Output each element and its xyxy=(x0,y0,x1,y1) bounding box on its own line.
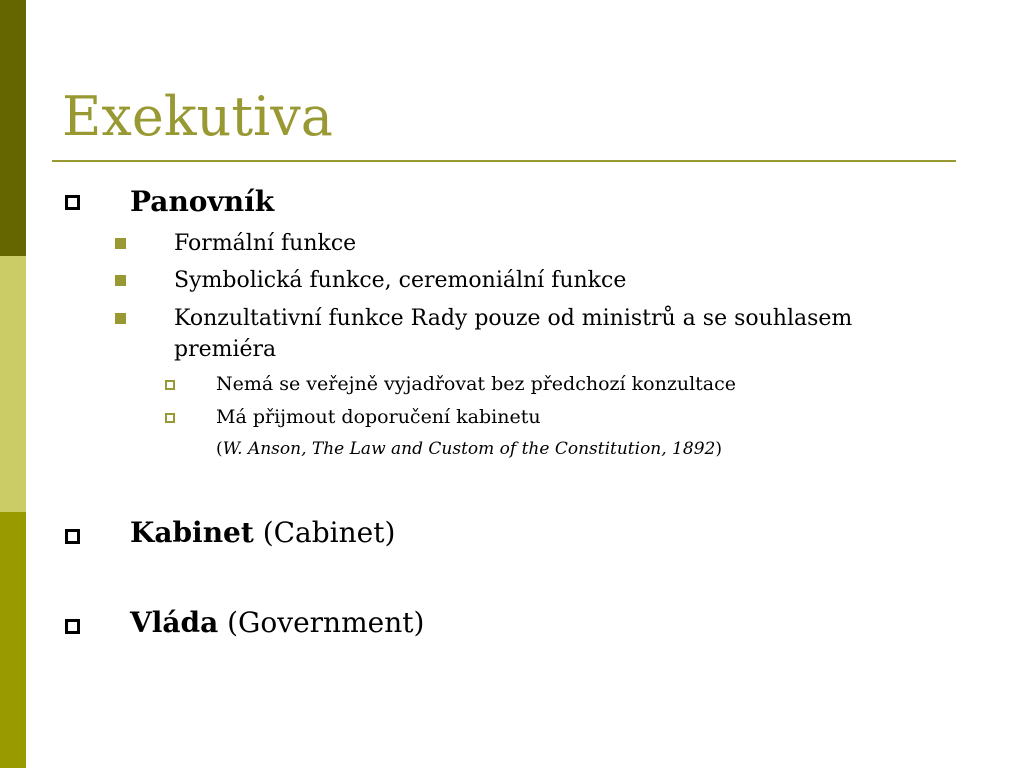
subsub-bullet-accept-advice: Má přijmout doporučení kabinetu xyxy=(216,406,541,428)
bullet-panovnik xyxy=(130,184,274,220)
bullet-kabinet xyxy=(130,515,395,551)
citation-open-paren: ( xyxy=(216,439,223,459)
bullet-vlada xyxy=(130,605,424,641)
subsub-bullet-no-public: Nemá se veřejně vyjadřovat bez předchozí konzultace xyxy=(216,373,737,395)
filled-square-bullet-icon xyxy=(115,313,126,324)
citation-text: W. Anson, The Law and Custom of the Constitution, 1892 xyxy=(222,439,716,459)
subbullet-consultative-line1: Konzultativní funkce Rady pouze od ministrů a se souhlasem xyxy=(174,306,853,331)
subbullet-consultative-line2: premiéra xyxy=(174,337,277,362)
left-stripe-middle xyxy=(0,256,26,512)
bullet-vlada-label: Vláda xyxy=(130,606,219,639)
square-bullet-icon xyxy=(65,529,80,544)
citation-close-paren: ) xyxy=(715,439,722,459)
left-stripe-top xyxy=(0,0,26,256)
bullet-panovnik-label: Panovník xyxy=(130,185,275,218)
filled-square-bullet-icon xyxy=(115,275,126,286)
subbullet-formal: Formální funkce xyxy=(174,231,357,256)
title-underline xyxy=(52,160,956,162)
slide-title: Exekutiva xyxy=(62,85,334,148)
square-bullet-icon xyxy=(65,195,80,210)
left-stripe-bottom xyxy=(0,512,26,768)
bullet-kabinet-english: (Cabinet) xyxy=(253,516,396,549)
outline-square-bullet-icon xyxy=(165,380,175,390)
bullet-kabinet-label: Kabinet xyxy=(130,516,254,549)
square-bullet-icon xyxy=(65,619,80,634)
filled-square-bullet-icon xyxy=(115,238,126,249)
bullet-vlada-english: (Government) xyxy=(218,606,425,639)
citation xyxy=(216,436,722,462)
outline-square-bullet-icon xyxy=(165,413,175,423)
subbullet-symbolic: Symbolická funkce, ceremoniální funkce xyxy=(174,268,627,293)
